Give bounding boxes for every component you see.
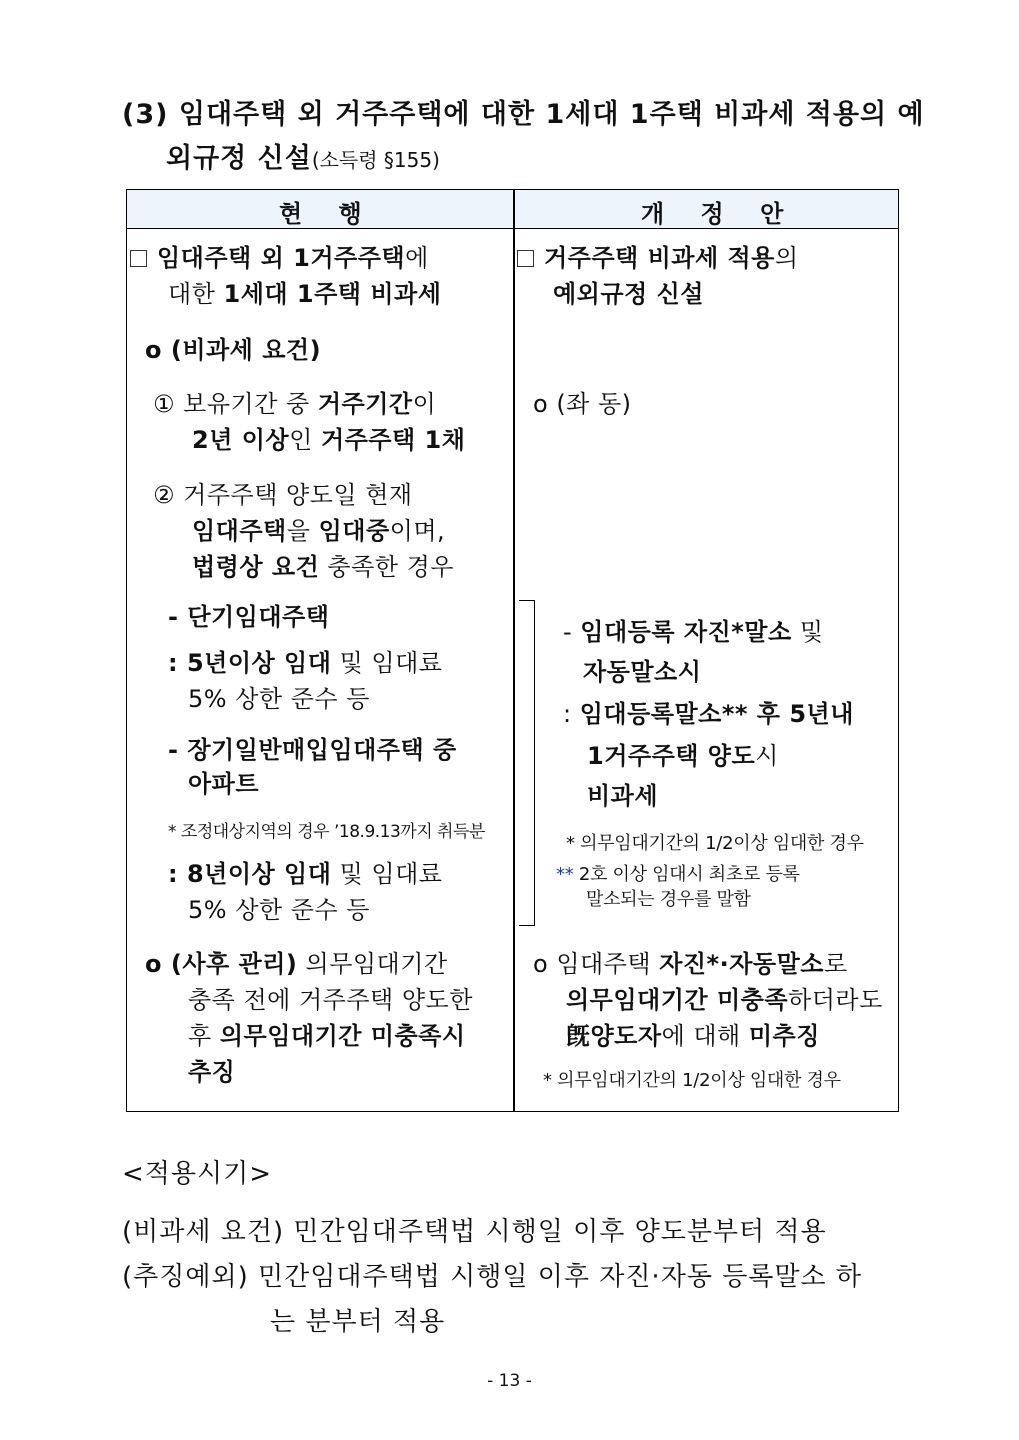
left-long-term-line1: - 장기일반매입임대주택 중 xyxy=(168,736,457,764)
section-title-bold: 외규정 신설 xyxy=(166,143,312,174)
apply-line2: (추징예외) 민간임대주택법 시행일 이후 자진·자동 등록말소 하 xyxy=(122,1262,863,1292)
left-long-term-note: * 조정대상지역의 경우 ’18.9.13까지 취득분 xyxy=(168,822,485,842)
left-item1-line2: 2년 이상인 거주주택 1채 xyxy=(192,426,466,454)
left-item2-line1: ② 거주주택 양도일 현재 xyxy=(153,481,413,509)
left-long-term-line2: 아파트 xyxy=(188,770,260,798)
right-intro-line1: 거주주택 비과세 적용의 xyxy=(517,238,799,273)
section-title-line2 xyxy=(166,136,440,175)
right-dash-line1: - 임대등록 자진*말소 및 xyxy=(563,618,824,646)
right-intro-line2: 예외규정 신설 xyxy=(553,280,704,308)
left-intro-line2: 대한 1세대 1주택 비과세 xyxy=(168,280,442,308)
left-post-mgmt-line3: 후 의무임대기간 미충족시 xyxy=(188,1022,466,1050)
left-short-term-line1: : 5년이상 임대 및 임대료 xyxy=(168,649,443,677)
right-note1: * 의무임대기간의 1/2이상 임대한 경우 xyxy=(566,833,864,854)
left-post-mgmt-line2: 충족 전에 거주주택 양도한 xyxy=(188,986,473,1014)
checkbox-square-icon xyxy=(130,250,147,267)
checkbox-square-icon xyxy=(517,250,534,267)
right-note2-line1: ** 2호 이상 임대시 최초로 등록 xyxy=(556,864,800,885)
left-requirements-heading: o (비과세 요건) xyxy=(145,336,322,364)
right-post-line2: 의무임대기간 미충족하더라도 xyxy=(566,986,883,1014)
right-note2-line2: 말소되는 경우를 말함 xyxy=(586,889,751,910)
column-divider xyxy=(513,190,515,1111)
right-dash-line3: : 임대등록말소** 후 5년내 xyxy=(563,700,854,728)
left-short-term-line2: 5% 상한 준수 등 xyxy=(188,685,370,713)
page-number: - 13 - xyxy=(487,1371,532,1391)
left-intro-line1: 임대주택 외 1거주주택에 xyxy=(130,238,429,273)
left-item1-line1: ① 보유기간 중 거주기간이 xyxy=(153,390,437,418)
left-post-mgmt-line1: o (사후 관리) 의무임대기간 xyxy=(145,950,448,978)
left-short-term-heading: - 단기임대주택 xyxy=(168,603,330,631)
apply-heading: <적용시기> xyxy=(122,1159,273,1189)
bracket-divider xyxy=(519,600,535,926)
right-dash-line2: 자동말소시 xyxy=(583,658,702,686)
apply-line3: 는 분부터 적용 xyxy=(270,1307,446,1337)
left-long-term-rent-line1: : 8년이상 임대 및 임대료 xyxy=(168,860,443,888)
right-dash-line4: 1거주주택 양도시 xyxy=(587,742,779,770)
left-item2-line3: 법령상 요건 충족한 경우 xyxy=(192,553,454,581)
apply-line1: (비과세 요건) 민간임대주택법 시행일 이후 양도분부터 적용 xyxy=(122,1217,827,1247)
left-post-mgmt-line4: 추징 xyxy=(188,1058,236,1086)
section-title-reference: (소득령 §155) xyxy=(311,148,440,172)
left-item2-line2: 임대주택을 임대중이며, xyxy=(192,517,446,545)
right-same-as-left: o (좌 동) xyxy=(533,390,632,418)
left-long-term-rent-line2: 5% 상한 준수 등 xyxy=(188,896,370,924)
right-post-line3: 旣양도자에 대해 미추징 xyxy=(566,1022,820,1050)
right-note3: * 의무임대기간의 1/2이상 임대한 경우 xyxy=(543,1070,841,1091)
section-title-line1: (3) 임대주택 외 거주주택에 대한 1세대 1주택 비과세 적용의 예 xyxy=(122,99,925,130)
right-dash-line5: 비과세 xyxy=(587,782,659,810)
header-revised: 개 정 안 xyxy=(641,200,798,228)
right-post-line1: o 임대주택 자진*·자동말소로 xyxy=(533,950,848,978)
header-current: 현 행 xyxy=(279,200,376,228)
